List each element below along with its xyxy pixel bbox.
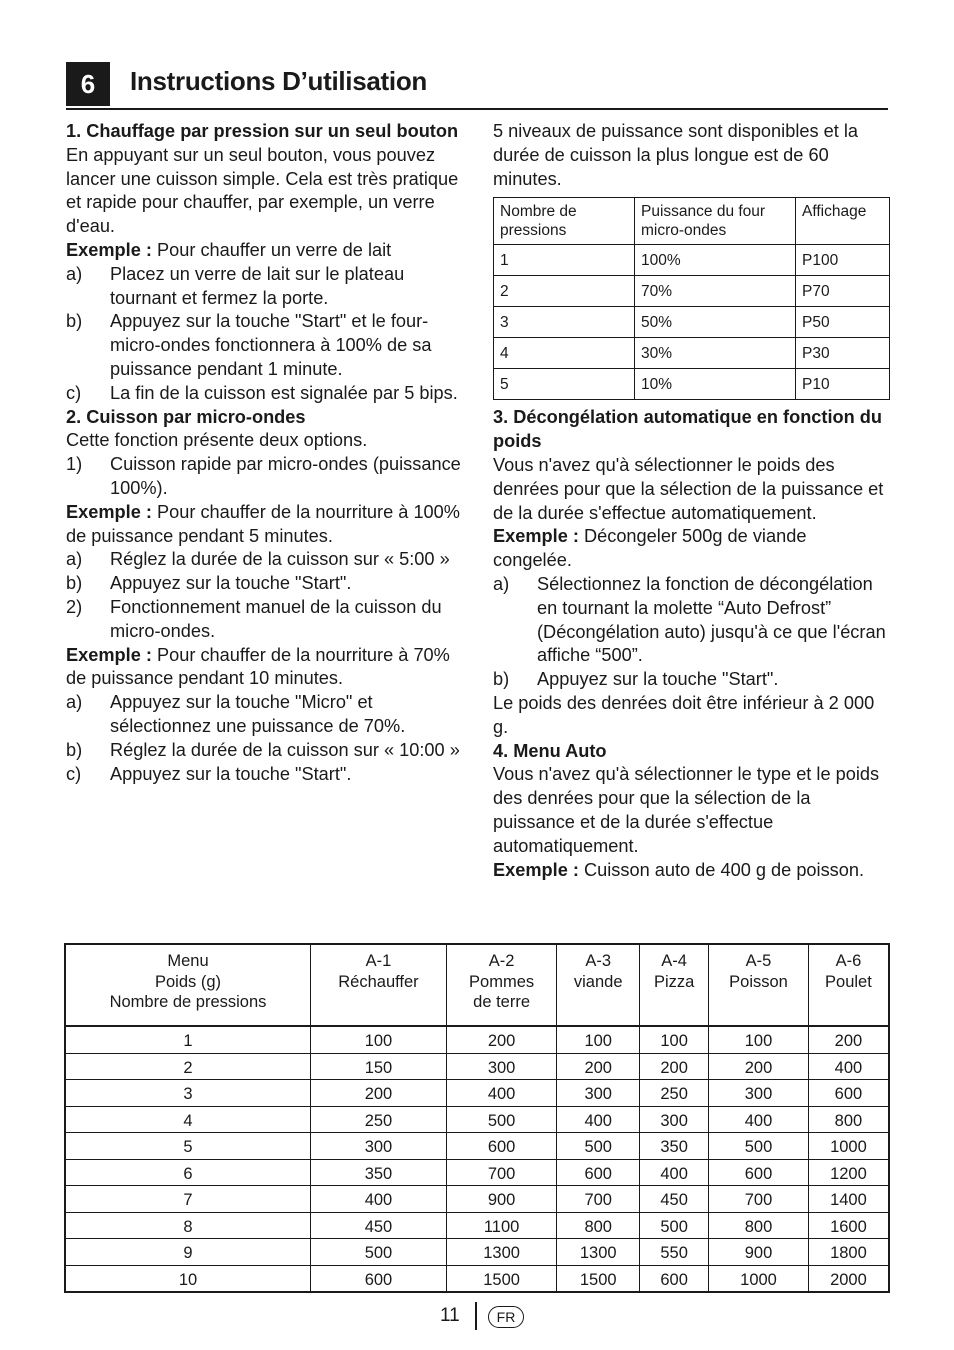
table-cell: 600 [808, 1080, 889, 1107]
table-row [494, 369, 890, 400]
example-label: Exemple : [66, 644, 152, 665]
left-column [66, 120, 466, 786]
table-header-row [494, 198, 890, 245]
table-header-cell [65, 944, 311, 1026]
table-cell: 30% [635, 338, 796, 369]
header-line: A-2 [488, 952, 515, 970]
table-cell: 50% [635, 307, 796, 338]
table-cell: P100 [796, 245, 890, 276]
table-row [65, 1053, 889, 1080]
list-item [66, 453, 466, 501]
table-cell: 1500 [557, 1265, 640, 1292]
list-marker: 1) [66, 454, 83, 475]
table-cell: 400 [311, 1186, 447, 1213]
list-item [66, 548, 466, 572]
paragraph-auto-menu: Vous n'avez qu'à sélectionner le type et le poids des denrées pour que la sélection de la puissance et de la durée s'effectue automatiquement. [493, 764, 880, 856]
table-cell: 350 [311, 1159, 447, 1186]
table-row [65, 1239, 889, 1266]
list-marker: c) [66, 763, 82, 784]
example-label: Exemple : [66, 239, 152, 260]
language-badge: FR [488, 1306, 524, 1328]
table-row [494, 276, 890, 307]
table-header-cell: Affichage [796, 198, 890, 245]
table-cell: 400 [808, 1053, 889, 1080]
table-cell: 200 [446, 1026, 556, 1053]
table-cell: 5 [65, 1133, 311, 1160]
list-item [66, 310, 466, 381]
table-cell: 800 [808, 1106, 889, 1133]
table-cell: 100 [311, 1026, 447, 1053]
table-cell: 5 [494, 369, 635, 400]
table-cell: 300 [557, 1080, 640, 1107]
table-row [494, 307, 890, 338]
table-row [65, 1080, 889, 1107]
example-auto-defrost [493, 525, 889, 573]
page-number: 11 [440, 1305, 460, 1326]
table-cell: 550 [640, 1239, 709, 1266]
list-marker: a) [66, 692, 83, 713]
list-text: Appuyez sur la touche "Micro" et sélectionnez une puissance de 70%. [110, 692, 406, 736]
header-line: A-1 [365, 952, 392, 970]
paragraph-power-levels: 5 niveaux de puissance sont disponibles et la durée de cuisson la plus longue est de 60 minutes. [493, 121, 859, 189]
table-cell: 700 [557, 1186, 640, 1213]
table-cell: 200 [709, 1053, 809, 1080]
table-cell: 500 [709, 1133, 809, 1160]
table-cell: 1000 [808, 1133, 889, 1160]
table-cell: 100 [557, 1026, 640, 1053]
header-line: viande [573, 972, 623, 991]
table-cell: 400 [709, 1106, 809, 1133]
table-cell: 4 [65, 1106, 311, 1133]
table-header-cell [640, 944, 709, 1026]
heading-microwave-cooking: 2. Cuisson par micro-ondes [66, 406, 306, 427]
section-title: Instructions D’utilisation [130, 66, 427, 96]
header-line: Réchauffer [338, 972, 419, 991]
table-cell: 500 [311, 1239, 447, 1266]
table-cell: 600 [446, 1133, 556, 1160]
table-cell: 6 [65, 1159, 311, 1186]
table-cell: P70 [796, 276, 890, 307]
table-header-cell [446, 944, 556, 1026]
table-cell: 3 [494, 307, 635, 338]
table-cell: 400 [557, 1106, 640, 1133]
table-row [65, 1026, 889, 1053]
header-line: A-6 [835, 952, 862, 970]
list-item [66, 739, 466, 763]
table-cell: 8 [65, 1212, 311, 1239]
right-column [493, 120, 889, 882]
table-cell: 350 [640, 1133, 709, 1160]
table-cell: 100% [635, 245, 796, 276]
table-cell: 200 [808, 1026, 889, 1053]
table-cell: 1100 [446, 1212, 556, 1239]
table-row [65, 1186, 889, 1213]
table-cell: 600 [709, 1159, 809, 1186]
table-cell: P10 [796, 369, 890, 400]
table-cell: 1300 [557, 1239, 640, 1266]
example-text: Pour chauffer un verre de lait [151, 239, 392, 260]
list-marker: 2) [66, 596, 83, 617]
table-row [65, 1106, 889, 1133]
table-header-cell [311, 944, 447, 1026]
table-header-row [65, 944, 889, 1026]
table-cell: 800 [709, 1212, 809, 1239]
list-marker: c) [66, 382, 82, 403]
paragraph-microwave-intro: Cette fonction présente deux options. [66, 430, 368, 451]
table-cell: 2 [65, 1053, 311, 1080]
table-row [494, 245, 890, 276]
header-line: Pizza [653, 972, 695, 991]
table-cell: 150 [311, 1053, 447, 1080]
table-cell: 1500 [446, 1265, 556, 1292]
list-text: Appuyez sur la touche "Start". [110, 573, 352, 594]
table-cell: 200 [640, 1053, 709, 1080]
table-cell: 700 [446, 1159, 556, 1186]
section-number: 6 [66, 62, 110, 106]
table-cell: 9 [65, 1239, 311, 1266]
list-text: Placez un verre de lait sur le plateau tournant et fermez la porte. [110, 263, 405, 308]
header-line: Pommes [469, 972, 535, 991]
table-cell: 1400 [808, 1186, 889, 1213]
table-cell: 300 [640, 1106, 709, 1133]
header-line: A-3 [585, 952, 612, 970]
table-header-cell: Nombre de pressions [494, 198, 635, 245]
table-cell: P50 [796, 307, 890, 338]
list-item [66, 691, 466, 739]
table-cell: 800 [557, 1212, 640, 1239]
table-row [494, 338, 890, 369]
example-text: Pour chauffer de la nourriture à 70% de puissance pendant 10 minutes. [66, 644, 450, 689]
table-cell: 250 [311, 1106, 447, 1133]
table-header-cell [808, 944, 889, 1026]
list-text: Sélectionnez la fonction de décongélation en tournant la molette “Auto Defrost” (Décongélation auto) jusqu'à ce que l'écran affiche “500”. [537, 573, 886, 666]
table-cell: P30 [796, 338, 890, 369]
table-cell: 2 [494, 276, 635, 307]
example-label: Exemple : [493, 859, 579, 880]
paragraph-single-button: En appuyant sur un seul bouton, vous pouvez lancer une cuisson simple. Cela est très pratique et rapide pour chauffer, par exemple, un verre d'eau. [66, 144, 459, 237]
table-cell: 500 [446, 1106, 556, 1133]
list-marker: b) [66, 573, 83, 594]
table-cell: 500 [557, 1133, 640, 1160]
table-cell: 1600 [808, 1212, 889, 1239]
table-cell: 600 [557, 1159, 640, 1186]
heading-auto-defrost: 3. Décongélation automatique en fonction du poids [493, 407, 883, 452]
table-cell: 10 [65, 1265, 311, 1292]
list-marker: a) [493, 573, 510, 594]
table-cell: 300 [311, 1133, 447, 1160]
list-marker: b) [66, 739, 83, 760]
list-item [66, 382, 466, 406]
example-text: Décongeler 500g de viande congelée. [493, 526, 807, 571]
list-text: Appuyez sur la touche "Start". [110, 763, 352, 784]
table-cell: 1300 [446, 1239, 556, 1266]
heading-single-button: 1. Chauffage par pression sur un seul bouton [66, 121, 459, 141]
table-cell: 300 [709, 1080, 809, 1107]
table-cell: 1800 [808, 1239, 889, 1266]
table-header-cell [709, 944, 809, 1026]
example-auto-menu [493, 859, 889, 883]
list-marker: a) [66, 263, 83, 284]
table-cell: 700 [709, 1186, 809, 1213]
table-cell: 450 [640, 1186, 709, 1213]
list-item [493, 573, 889, 668]
table-cell: 400 [446, 1080, 556, 1107]
table-cell: 100 [640, 1026, 709, 1053]
table-cell: 10% [635, 369, 796, 400]
section-header [66, 62, 888, 110]
table-cell: 7 [65, 1186, 311, 1213]
example-label: Exemple : [66, 501, 152, 522]
header-line: A-4 [661, 952, 687, 970]
list-text: Réglez la durée de la cuisson sur « 5:00 » [110, 549, 450, 570]
table-cell: 100 [709, 1026, 809, 1053]
table-cell: 200 [311, 1080, 447, 1107]
table-cell: 450 [311, 1212, 447, 1239]
heading-auto-menu: 4. Menu Auto [493, 740, 607, 761]
header-line: Menu [167, 952, 209, 970]
table-cell: 200 [557, 1053, 640, 1080]
list-text: Fonctionnement manuel de la cuisson du micro-ondes. [110, 596, 442, 641]
header-line: Poisson [729, 972, 788, 991]
table-cell: 1200 [808, 1159, 889, 1186]
list-marker: b) [493, 669, 510, 690]
table-cell: 900 [446, 1186, 556, 1213]
list-marker: b) [66, 311, 83, 332]
header-line: Nombre de pressions [109, 993, 267, 1011]
list-item [66, 763, 466, 787]
table-cell: 400 [640, 1159, 709, 1186]
header-line: Poids (g) [154, 972, 222, 991]
table-cell: 900 [709, 1239, 809, 1266]
table-cell: 1 [65, 1026, 311, 1053]
list-item [66, 596, 466, 644]
example-single-button [66, 239, 466, 263]
example-text: Pour chauffer de la nourriture à 100% de puissance pendant 5 minutes. [66, 501, 460, 546]
table-cell: 600 [311, 1265, 447, 1292]
example-text: Cuisson auto de 400 g de poisson. [578, 859, 865, 880]
list-item [66, 572, 466, 596]
table-row [65, 1265, 889, 1292]
table-cell: 600 [640, 1265, 709, 1292]
header-line: A-5 [745, 952, 772, 970]
table-cell: 70% [635, 276, 796, 307]
example-quick-cooking [66, 501, 466, 549]
table-cell: 3 [65, 1080, 311, 1107]
list-item [493, 668, 889, 692]
table-cell: 4 [494, 338, 635, 369]
table-row [65, 1159, 889, 1186]
list-text: Cuisson rapide par micro-ondes (puissance 100%). [110, 454, 461, 498]
table-row [65, 1212, 889, 1239]
auto-menu-table [64, 943, 890, 1293]
list-item [66, 263, 466, 311]
header-line: Poulet [825, 972, 872, 991]
table-cell: 300 [446, 1053, 556, 1080]
list-text: La fin de la cuisson est signalée par 5 bips. [110, 382, 458, 403]
list-text: Appuyez sur la touche "Start" et le four-micro-ondes fonctionnera à 100% de sa puissance pendant 1 minute. [110, 311, 432, 379]
table-cell: 1000 [709, 1265, 809, 1292]
table-cell: 500 [640, 1212, 709, 1239]
table-cell: 250 [640, 1080, 709, 1107]
list-text: Réglez la durée de la cuisson sur « 10:00 » [110, 739, 460, 760]
table-header-cell: Puissance du four micro-ondes [635, 198, 796, 245]
list-marker: a) [66, 549, 83, 570]
table-cell: 2000 [808, 1265, 889, 1292]
table-header-cell [557, 944, 640, 1026]
header-line: de terre [473, 993, 531, 1011]
example-manual-cooking [66, 644, 466, 692]
power-levels-table [493, 197, 890, 400]
example-label: Exemple : [493, 526, 579, 547]
paragraph-auto-defrost: Vous n'avez qu'à sélectionner le poids des denrées pour que la sélection de la puissance et de la durée s'effectue automatiquement. [493, 454, 884, 523]
paragraph-weight-limit: Le poids des denrées doit être inférieur à 2 000 g. [493, 692, 875, 737]
table-row [65, 1133, 889, 1160]
table-cell: 1 [494, 245, 635, 276]
list-text: Appuyez sur la touche "Start". [537, 669, 779, 690]
footer-divider [475, 1302, 477, 1330]
